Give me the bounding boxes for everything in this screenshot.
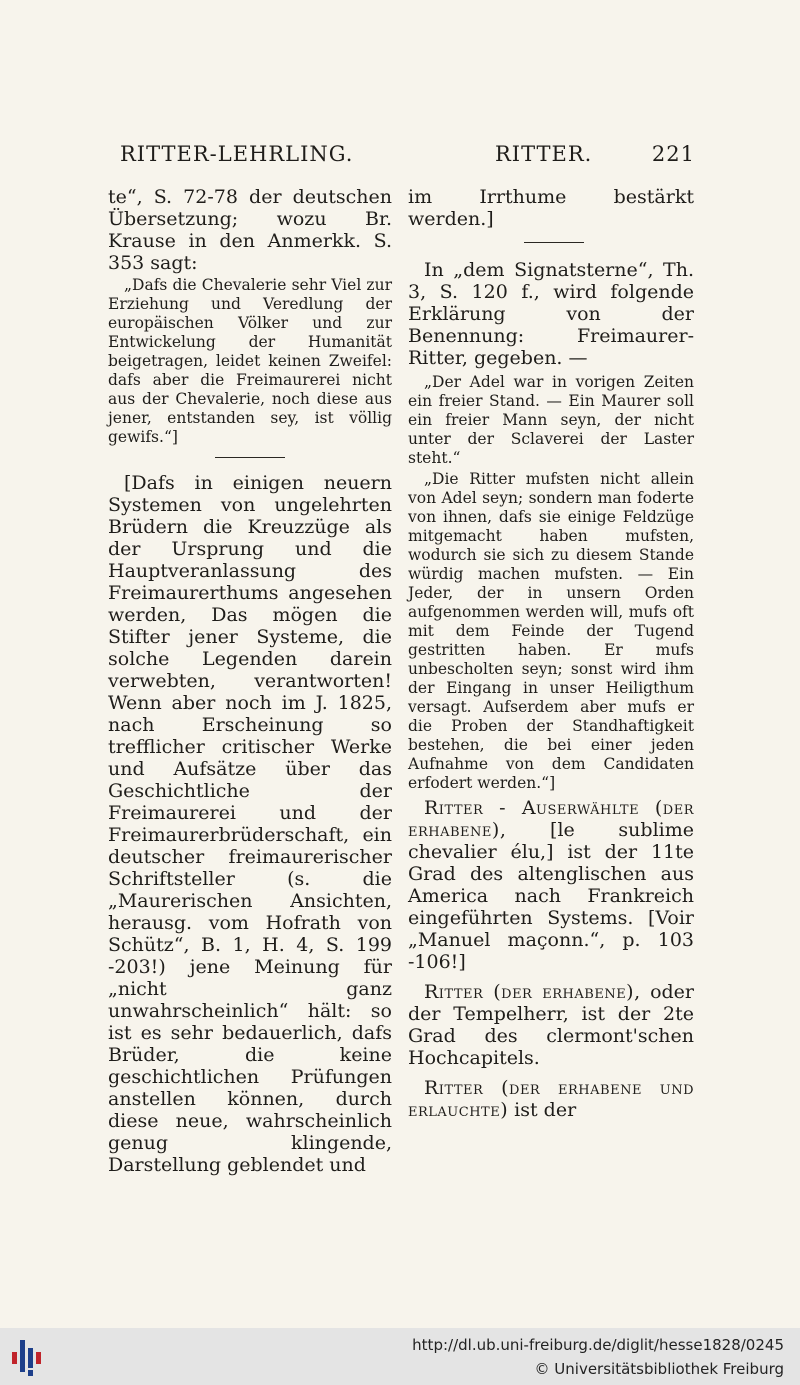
page-number: 221 — [651, 142, 695, 166]
entry-body: ist der — [508, 1099, 577, 1121]
permalink[interactable]: http://dl.ub.uni-freiburg.de/diglit/hesse1828/0245 — [412, 1336, 784, 1354]
entry-head: Ritter (der erhabene und erlauchte) — [408, 1077, 694, 1121]
running-head-center: RITTER. — [495, 142, 593, 166]
library-logo-icon — [10, 1336, 54, 1378]
left-quote: „Dafs die Chevalerie sehr Viel zur Erziehung und Veredlung der europäischen Völker und zur Entwickelung der Humanität beigetragen, leidet keinen Zweifel: dafs aber die Freimaurerei nicht aus der Chevalerie, noch diese aus jener, entstanden sey, ist völlig gewifs.“] — [108, 276, 392, 446]
entry-ritter-erhabene — [408, 981, 694, 1069]
right-paragraph-2: In „dem Signatsterne“, Th. 3, S. 120 f., wird folgende Erklärung von der Benennung: Freimaurer-Ritter, gegeben. — — [408, 259, 694, 369]
right-paragraph-1: im Irrthume bestärkt werden.] — [408, 186, 694, 230]
entry-ritter-auserwaehlte — [408, 797, 694, 973]
entry-ritter-erlauchte — [408, 1077, 694, 1121]
copyright-notice: © Universitätsbibliothek Freiburg — [534, 1360, 784, 1378]
section-divider-right — [524, 242, 584, 243]
viewer-footer — [0, 1328, 800, 1385]
right-column — [408, 186, 694, 1121]
right-quote-2: „Die Ritter mufsten nicht allein von Adel seyn; sondern man foderte von ihnen, dafs sie einige Feldzüge mitgemacht haben mufsten, wodurch sie sich zu diesem Stande würdig machen mufsten. — Ein Jeder, der in unsern Orden aufgenommen werden will, mufs oft mit dem Feinde der Tugend gestritten haben. Er mufs unbescholten seyn; sonst wird ihm der Eingang in unser Heiligthum versagt. Aufserdem aber mufs er die Proben der Standhaftigkeit bestehen, die bei einer jeden Aufnahme von dem Candidaten erfodert werden.“] — [408, 470, 694, 792]
entry-body: oder der Tempelherr, ist der 2te Grad des clermont'schen Hochcapitels. — [408, 981, 694, 1069]
entry-body: [le sublime chevalier élu,] ist der 11te Grad des altenglischen aus America nach Frankreich eingeführten Systems. [Voir „Manuel maçonn.“, p. 103 -106!] — [408, 819, 694, 973]
left-column — [108, 186, 392, 1176]
entry-head: Ritter - Auserwählte (der erhabene), — [408, 797, 694, 841]
left-paragraph-1: te“, S. 72-78 der deutschen Übersetzung; wozu Br. Krause in den Anmerkk. S. 353 sagt: — [108, 186, 392, 274]
running-head-left: RITTER-LEHRLING. — [120, 142, 354, 166]
left-paragraph-2: [Dafs in einigen neuern Systemen von ungelehrten Brüdern die Kreuzzüge als der Ursprung und die Hauptveranlassung des Freimaurerthums angesehen werden, Das mögen die Stifter jener Systeme, die solche Legenden darein verwebten, verantworten! Wenn aber noch im J. 1825, nach Erscheinung so trefflicher critischer Werke und Aufsätze über das Geschichtliche der Freimaurerei und der Freimaurerbrüderschaft, ein deutscher freimaurerischer Schriftsteller (s. die „Maurerischen Ansichten, herausg. vom Hofrath von Schütz“, B. 1, H. 4, S. 199 -203!) jene Meinung für „nicht ganz unwahrscheinlich“ hält: so ist es sehr bedauerlich, dafs Brüder, die keine geschichtlichen Prüfungen anstellen können, durch diese neue, wahrscheinlich genug klingende, Darstellung geblendet und — [108, 472, 392, 1176]
entry-head: Ritter (der erhabene), — [424, 981, 641, 1003]
section-divider — [215, 457, 285, 458]
running-head — [120, 142, 695, 176]
right-quote-1: „Der Adel war in vorigen Zeiten ein freier Stand. — Ein Maurer soll ein freier Mann seyn, der nicht unter der Sclaverei der Laster steht.“ — [408, 373, 694, 467]
